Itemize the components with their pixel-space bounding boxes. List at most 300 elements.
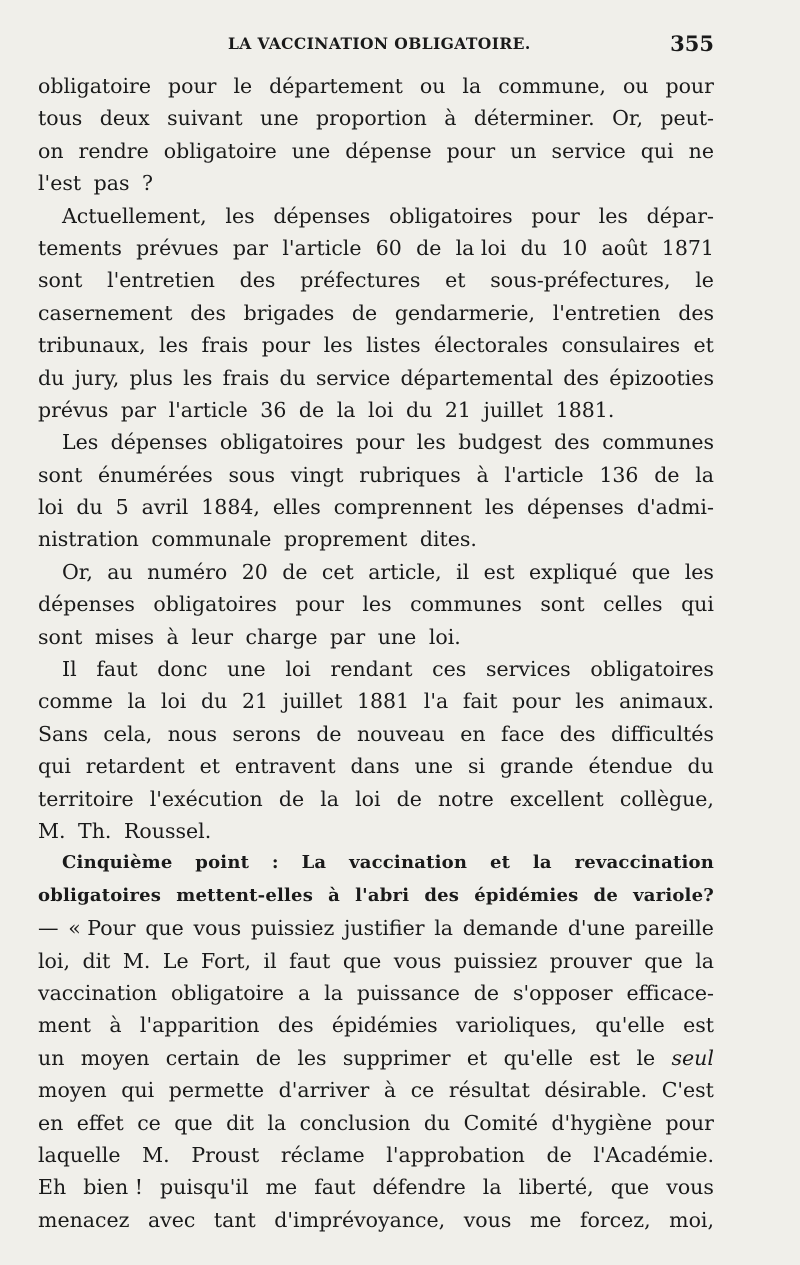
word: la [336, 397, 356, 422]
word: conclusion [299, 1110, 411, 1135]
word: à [383, 1078, 397, 1103]
word: dépense [345, 138, 432, 163]
word: rubriques [359, 462, 461, 487]
word: une [414, 754, 454, 779]
word: de [282, 559, 308, 584]
text-line [38, 297, 714, 329]
word: M. [38, 818, 66, 843]
word: qui [640, 138, 674, 163]
word: certain [165, 1045, 240, 1070]
word: par [120, 397, 157, 422]
running-title: LA VACCINATION OBLIGATOIRE. [228, 34, 531, 53]
word: comme [38, 689, 113, 714]
word: les [598, 203, 628, 228]
word: pour [295, 592, 344, 617]
word: me [265, 1175, 298, 1200]
word: de [396, 786, 422, 811]
word: pour [167, 74, 217, 98]
word: ou [419, 74, 446, 98]
word: pour [355, 430, 405, 455]
word: à [444, 106, 457, 131]
word: dépenses [38, 592, 135, 617]
word: que [631, 559, 671, 584]
text-line [38, 1171, 714, 1203]
word: dépenses [110, 430, 208, 455]
word: proprement [283, 527, 408, 552]
text-line [38, 135, 714, 167]
page-number: 355 [670, 31, 714, 56]
word: obligatoires [389, 203, 513, 228]
word: Actuellement, [62, 203, 207, 228]
text-line [38, 102, 714, 134]
word: bien ! [83, 1175, 143, 1200]
word: d'admi- [636, 495, 714, 520]
word: gendarmerie, [394, 300, 536, 325]
word: du [423, 1110, 451, 1135]
word: justifier [344, 916, 425, 941]
word: 60 [375, 235, 402, 260]
word: Il [62, 657, 77, 682]
word: efficace- [626, 980, 714, 1005]
word: Roussel. [123, 818, 212, 843]
word: Th. [78, 818, 112, 843]
text-line [38, 815, 714, 847]
word: loi [368, 397, 394, 422]
word: tements [38, 235, 122, 260]
word: des [190, 300, 226, 325]
word: permette [168, 1078, 265, 1103]
word: loi [355, 786, 381, 811]
word: : [271, 852, 279, 874]
word: dépar- [646, 203, 714, 228]
word: de [298, 397, 325, 422]
section-heading-line [38, 880, 714, 912]
word: brigades [243, 300, 335, 325]
word: obligatoires [590, 657, 714, 682]
word: des [424, 884, 460, 906]
word: dites. [419, 527, 477, 552]
word: il [263, 948, 277, 973]
word: s'opposer [512, 980, 613, 1005]
text-line [38, 329, 714, 361]
word: de [546, 1142, 572, 1167]
word: déterminer. [473, 106, 595, 131]
word: l'a [423, 689, 449, 714]
word: puisqu'il [160, 1175, 249, 1200]
word: électorales [434, 333, 549, 358]
word: puissiez [250, 916, 335, 941]
word: sous-préfectures, [490, 268, 671, 293]
word: réclame [280, 1142, 365, 1167]
word: la [532, 852, 552, 874]
word: que [644, 948, 683, 973]
word: une [260, 106, 299, 131]
text-line [38, 750, 714, 782]
word: me [529, 1207, 562, 1232]
word: un [38, 1045, 65, 1070]
word: de [316, 721, 342, 746]
word: en [38, 1110, 64, 1135]
word: demande [462, 916, 559, 941]
word: l'entretien [107, 268, 215, 293]
word: d'hygiène [551, 1110, 653, 1135]
word: on [38, 138, 64, 163]
word: « Pour [68, 916, 136, 941]
word: ce [410, 1078, 435, 1103]
word: pour [531, 203, 580, 228]
word: la [462, 74, 482, 98]
word: du [406, 397, 433, 422]
word: ou [622, 74, 649, 98]
word: du [38, 365, 65, 390]
text-line [38, 1074, 714, 1106]
word: plus [129, 365, 173, 390]
word: dépenses [273, 203, 371, 228]
word: communale [151, 527, 272, 552]
word: la [127, 689, 147, 714]
text-line [38, 945, 714, 977]
word: la [324, 980, 343, 1005]
word: charge [245, 624, 318, 649]
text-line [38, 783, 714, 815]
word: qui [681, 592, 714, 617]
text-line [38, 264, 714, 296]
text-line [38, 621, 714, 653]
word: les [323, 333, 353, 358]
word: l'entretien [552, 300, 661, 325]
word: service [316, 365, 391, 390]
word: tant [213, 1207, 256, 1232]
word: les [484, 495, 515, 520]
word: peut- [660, 106, 714, 131]
word: C'est [661, 1078, 714, 1103]
word: obligatoire [171, 980, 285, 1005]
word: des [559, 721, 596, 746]
text-line [38, 912, 714, 944]
word: des [239, 268, 276, 293]
word: si [467, 754, 486, 779]
word: 1881 [356, 689, 410, 714]
word: vingt [290, 462, 344, 487]
word: mises [94, 624, 155, 649]
word: à [109, 1013, 122, 1038]
word: celles [603, 592, 663, 617]
text-line [38, 1042, 714, 1074]
word: loi [38, 495, 64, 520]
word: numéro [147, 559, 228, 584]
word: des [554, 430, 590, 455]
word: préfectures [300, 268, 421, 293]
word: de [593, 884, 618, 906]
word: et [693, 333, 714, 358]
text-line [38, 491, 714, 523]
word: communes [410, 592, 522, 617]
word: à [328, 884, 341, 906]
word: est [483, 559, 515, 584]
word: grande [499, 754, 574, 779]
word: faut [96, 657, 138, 682]
word: juillet [483, 397, 544, 422]
word: départemental [400, 365, 553, 390]
word: puissance [356, 980, 460, 1005]
word: il [456, 559, 470, 584]
word: épidémies [331, 1013, 438, 1038]
word: épidémies [474, 884, 579, 906]
word: des [563, 365, 599, 390]
word: l'article [504, 462, 584, 487]
word: collègue, [619, 786, 714, 811]
word: M. [142, 1142, 170, 1167]
word: retardent [85, 754, 185, 779]
word: du [687, 754, 714, 779]
word: frais [222, 365, 270, 390]
word: loi. [428, 624, 461, 649]
word: Le [162, 948, 189, 973]
word: difficultés [610, 721, 714, 746]
word: rendre [78, 138, 149, 163]
word: vous [463, 1207, 512, 1232]
word: la [482, 1175, 502, 1200]
word: territoire [38, 786, 134, 811]
word: M. [122, 948, 151, 973]
word: proportion [315, 106, 427, 131]
word: une [227, 657, 266, 682]
word: prouver [549, 948, 632, 973]
word: communes [602, 430, 714, 455]
word: sous [228, 462, 276, 487]
word: dit [226, 1110, 254, 1135]
word: d'imprévoyance, [274, 1207, 446, 1232]
word: comprennent [333, 495, 472, 520]
word: une [377, 624, 417, 649]
word: Comité [463, 1110, 538, 1135]
word: de [351, 300, 378, 325]
word: commune, [498, 74, 606, 98]
word: la [695, 948, 714, 973]
word: 10 [561, 235, 588, 260]
word: elles [272, 495, 321, 520]
word: la loi [455, 235, 507, 260]
word: vous [193, 916, 242, 941]
word: sont [540, 592, 585, 617]
word: seul [671, 1045, 714, 1070]
word: d'arriver [278, 1078, 370, 1103]
word: loi [285, 657, 311, 682]
word: du [76, 495, 103, 520]
text-line [38, 685, 714, 717]
word: faut [289, 948, 331, 973]
word: sont [38, 462, 83, 487]
word: Sans [38, 721, 88, 746]
word: variole? [633, 884, 714, 906]
word: la [267, 1110, 287, 1135]
word: 1871 [661, 235, 714, 260]
word: énumérées [98, 462, 213, 487]
word: l'abri [355, 884, 410, 906]
word: sont [38, 268, 83, 293]
word: forcez, [579, 1207, 651, 1232]
word: casernement [38, 300, 173, 325]
word: point [195, 852, 250, 874]
word: pour [665, 1110, 714, 1135]
word: frais [201, 333, 249, 358]
word: ne [688, 138, 714, 163]
word: jury, [74, 365, 120, 390]
text-line [38, 232, 714, 264]
word: de [654, 462, 680, 487]
text-line [38, 977, 714, 1009]
word: service [551, 138, 626, 163]
word: pour [665, 74, 714, 98]
word: mettent-elles [176, 884, 314, 906]
word: est [589, 1045, 621, 1070]
word: d'une [567, 916, 626, 941]
word: l'approbation [386, 1142, 525, 1167]
word: et [199, 754, 220, 779]
word: donc [157, 657, 208, 682]
word: cet [321, 559, 354, 584]
word: 5 [115, 495, 129, 520]
word: la [434, 916, 453, 941]
word: du [520, 235, 547, 260]
word: la [695, 462, 714, 487]
page-header [38, 31, 714, 58]
word: puissiez [453, 948, 538, 973]
text-line [38, 523, 714, 555]
word: à [476, 462, 489, 487]
word: que [174, 1110, 213, 1135]
text-line [38, 653, 714, 685]
word: face [500, 721, 545, 746]
word: les [159, 333, 189, 358]
word: l'article [282, 235, 362, 260]
word: loi, [38, 948, 70, 973]
page-body [38, 70, 714, 1236]
word: les [362, 592, 392, 617]
word: tous [38, 106, 83, 131]
word: tribunaux, [38, 333, 146, 358]
word: varioliques, [455, 1013, 578, 1038]
word: Les [62, 430, 99, 455]
word: en [460, 721, 486, 746]
word: l'Académie. [593, 1142, 714, 1167]
word: suivant [167, 106, 243, 131]
word: qu'elle [503, 1045, 573, 1070]
word: obligatoires [38, 884, 162, 906]
word: vous [393, 948, 442, 973]
word: la [320, 786, 339, 811]
word: les [297, 1045, 327, 1070]
word: — [38, 916, 59, 941]
word: du [279, 365, 306, 390]
text-line [38, 1139, 714, 1171]
text-line [38, 200, 714, 232]
word: qu'elle [595, 1013, 665, 1038]
word: prévus [38, 397, 109, 422]
word: vaccination [349, 852, 468, 874]
text-line [38, 1204, 714, 1236]
word: pareille [634, 916, 714, 941]
word: juillet [282, 689, 343, 714]
word: deux [99, 106, 150, 131]
word: un [510, 138, 537, 163]
word: budgest [458, 430, 542, 455]
word: les [183, 365, 213, 390]
word: revaccination [574, 852, 714, 874]
word: de [278, 786, 305, 811]
word: 21 [241, 689, 269, 714]
word: Fort, [201, 948, 252, 973]
word: 136 [599, 462, 639, 487]
word: excellent [509, 786, 604, 811]
word: La [301, 852, 327, 874]
word: moi, [669, 1207, 714, 1232]
word: qui [38, 754, 71, 779]
text-line [38, 459, 714, 491]
text-line [38, 426, 714, 458]
word: nous [167, 721, 217, 746]
word: sont [38, 624, 83, 649]
text-line [38, 394, 714, 426]
word: fait [462, 689, 498, 714]
word: des [277, 1013, 314, 1038]
text-line [38, 556, 714, 588]
word: 1881. [555, 397, 615, 422]
word: ment [38, 1013, 92, 1038]
word: avril [141, 495, 189, 520]
word: les [416, 430, 446, 455]
word: les [684, 559, 714, 584]
word: le [636, 1045, 656, 1070]
word: entravent [234, 754, 336, 779]
word: que [342, 948, 382, 973]
word: Eh [38, 1175, 67, 1200]
word: 20 [241, 559, 268, 584]
word: par [232, 235, 269, 260]
section-heading-line [38, 847, 714, 879]
word: pas ? [93, 171, 153, 196]
word: de [416, 235, 442, 260]
word: résultat [448, 1078, 530, 1103]
word: pour [446, 138, 496, 163]
word: épizooties [609, 365, 714, 390]
text-line [38, 70, 714, 102]
word: nistration [38, 527, 139, 552]
word: et [489, 852, 511, 874]
word: août [601, 235, 648, 260]
word: effet [76, 1110, 124, 1135]
word: les [575, 689, 605, 714]
word: listes [366, 333, 421, 358]
word: obligatoire [38, 74, 151, 98]
word: 1884, [201, 495, 260, 520]
word: leur [191, 624, 234, 649]
word: par [330, 624, 366, 649]
text-line [38, 167, 714, 199]
word: l'article [168, 397, 248, 422]
word: 36 [260, 397, 287, 422]
word: ces [432, 657, 467, 682]
word: de [473, 980, 500, 1005]
word: pour [512, 689, 561, 714]
word: et [466, 1045, 488, 1070]
word: supprimer [342, 1045, 451, 1070]
word: du [201, 689, 228, 714]
word: serons [232, 721, 301, 746]
word: Or, [62, 559, 93, 584]
word: obligatoire [163, 138, 277, 163]
word: moyen [38, 1078, 107, 1103]
